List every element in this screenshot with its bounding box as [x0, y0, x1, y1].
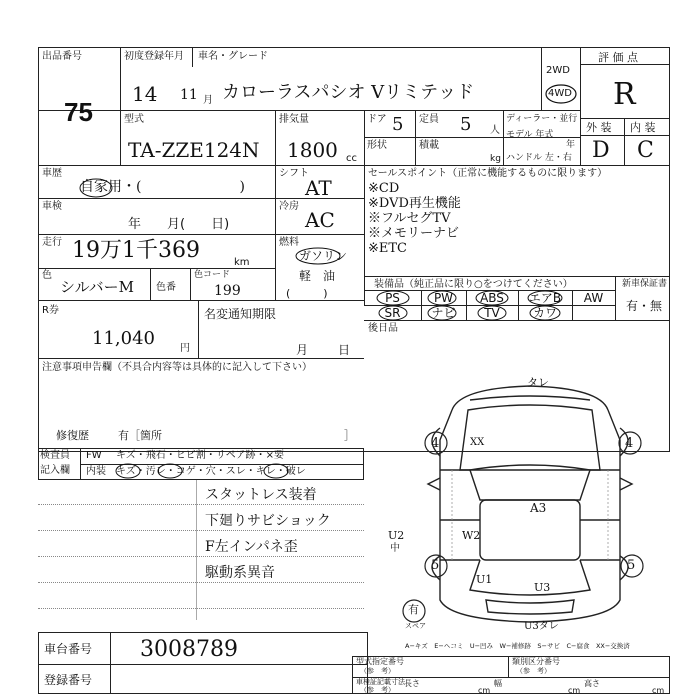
mileage-unit: km: [234, 257, 250, 268]
drive-4wd: 4WD: [548, 88, 572, 99]
history-value: 自家用・( ): [80, 179, 245, 195]
len-label: 長さ: [404, 679, 420, 688]
dims-label: 車検証記載寸法: [356, 678, 405, 686]
category-ref: （参 考）: [516, 667, 551, 675]
car-name-label: 車名・グレード: [198, 51, 268, 62]
capacity-label: 定員: [419, 114, 439, 125]
inspector-note-3: F左インパネ歪: [205, 539, 298, 555]
load-unit: kg: [490, 154, 501, 164]
int-grade: C: [637, 138, 654, 163]
first-reg-label: 初度登録年月: [124, 51, 184, 62]
sale-point-5: ※ETC: [368, 241, 407, 256]
mark-u3: U3: [534, 581, 551, 594]
mark-u1: U1: [476, 573, 493, 586]
type-spec-ref: （参 考）: [360, 667, 395, 675]
model-year-label: モデル 年式: [506, 130, 554, 140]
fw-text: キズ・飛石・ヒビ割・リペア跡・×要: [116, 450, 284, 461]
first-reg-year: 14: [132, 82, 158, 106]
mark-top: タレ: [527, 376, 549, 389]
inspection-value: 年 月( 日): [128, 217, 230, 232]
doors-label: ドア: [367, 114, 387, 125]
recycle-label: R券: [42, 305, 59, 316]
equip-navi: ナビ: [431, 306, 456, 320]
reg-no-label: 登録番号: [44, 673, 93, 687]
ac-label: 冷房: [279, 201, 299, 212]
equip-abs: ABS: [480, 291, 504, 305]
sale-point-2: ※DVD再生機能: [368, 196, 461, 211]
transfer-month-unit: 月: [296, 343, 309, 357]
warranty-value: 有・無: [626, 299, 663, 313]
mileage-label: 走行: [42, 237, 62, 248]
dims-ref: （参 考）: [360, 686, 395, 694]
equip-airbag: エアB: [528, 291, 562, 305]
notes-label: 注意事項申告欄（不具合内容等は具体的に記入して下さい）: [42, 362, 312, 373]
mark-center: A3: [530, 501, 547, 515]
inspector-note-2: 下廻りサビショック: [205, 513, 331, 529]
mark-u2: U2: [388, 529, 405, 542]
mark-u2-sub: 中: [390, 543, 400, 554]
equip-aw: AW: [583, 291, 604, 305]
int-check-text: キズ・汚レ・コゲ・穴・スレ・キレ・破レ: [116, 466, 306, 477]
lot-number: 75: [64, 97, 93, 127]
repair-value: 有［箇所: [118, 429, 162, 442]
doors-value: 5: [392, 114, 404, 135]
shift-value: AT: [305, 176, 332, 200]
sale-point-3: ※フルセグTV: [368, 211, 451, 226]
mark-spare-sub: スペア: [405, 622, 426, 630]
inspector-note-1: スタットレス装着: [205, 487, 317, 503]
displacement-label: 排気量: [279, 114, 309, 125]
capacity-value: 5: [460, 114, 472, 135]
first-reg-month-unit: 月: [203, 95, 213, 106]
mark-right-rear: 5: [627, 558, 636, 573]
fuel-paren: ( ): [286, 287, 328, 300]
model-year-unit: 年: [566, 140, 576, 150]
fuel-label: 燃料: [279, 237, 299, 248]
ext-label: 外 装: [586, 121, 612, 134]
repair-label: 修復歴: [56, 429, 89, 442]
inspector-label-1: 検査員: [40, 450, 70, 461]
mark-w2: W2: [462, 529, 481, 542]
history-label: 車歴: [42, 168, 62, 179]
warranty-label: 新車保証書: [622, 279, 668, 289]
recycle-value: 11,040: [92, 328, 155, 349]
shape-label: 形状: [367, 140, 387, 151]
int-check-label: 内装: [86, 466, 106, 477]
car-name-value: カローラスパシオ Vリミテッド: [222, 82, 475, 103]
equip-tv: TV: [484, 306, 500, 320]
color-number-label: 色番: [156, 282, 176, 293]
chassis-value: 3008789: [140, 637, 238, 662]
width-label: 幅: [494, 679, 502, 688]
sale-point-1: ※CD: [368, 181, 400, 196]
equip-pw: PW: [433, 291, 454, 305]
lot-label: 出品番号: [42, 51, 82, 62]
fuel-gasoline: ガソリン: [299, 249, 348, 263]
inspection-label: 車検: [42, 201, 62, 212]
handle-label: ハンドル 左・右: [506, 153, 572, 163]
color-code-value: 199: [214, 283, 241, 299]
mark-right-front: 4: [625, 436, 634, 451]
model-label: 型式: [124, 114, 144, 125]
mark-xx: XX: [470, 437, 485, 448]
transfer-label: 名変通知期限: [204, 307, 277, 321]
len-unit: cm: [478, 686, 491, 695]
sale-points-label: セールスポイント（正常に機能するものに限ります）: [368, 168, 608, 179]
height-unit: cm: [652, 686, 665, 695]
color-code-label: 色コード: [194, 270, 231, 280]
type-spec-label: 型式指定番号: [356, 657, 404, 666]
model-value: TA-ZZE124N: [128, 138, 260, 162]
rear-seat-label: 後日品: [368, 323, 398, 334]
sale-point-4: ※メモリーナビ: [368, 226, 460, 241]
drive-2wd: 2WD: [546, 65, 570, 76]
dealer-label: ディーラー・並行: [506, 114, 578, 124]
color-label: 色: [42, 270, 52, 281]
first-reg-month: 11: [180, 87, 198, 103]
mileage-value: 19万1千369: [72, 238, 200, 263]
damage-legend: A−キズ E−ヘコミ U−凹み W−補修跡 S−サビ C−腐食 XX−交換済: [405, 642, 630, 650]
int-label: 内 装: [630, 121, 656, 134]
mark-left-front: 4: [431, 436, 440, 451]
capacity-unit: 人: [490, 125, 500, 136]
mark-spare: 有: [408, 603, 419, 616]
height-label: 高さ: [584, 679, 600, 688]
chassis-label: 車台番号: [44, 642, 93, 656]
transfer-day-unit: 日: [338, 343, 351, 357]
repair-close: ］: [344, 429, 355, 442]
displacement-value: 1800: [287, 138, 338, 162]
equip-sr: SR: [384, 306, 401, 320]
width-unit: cm: [568, 686, 581, 695]
shift-label: シフト: [279, 168, 309, 179]
inspector-label-2: 記入欄: [40, 465, 70, 476]
inspector-note-4: 駆動系異音: [205, 565, 275, 581]
equip-ps: PS: [385, 291, 400, 305]
fw-label: FW: [86, 450, 102, 461]
equipment-label: 装備品（純正品に限り○をつけてください）: [374, 279, 573, 290]
load-label: 積載: [419, 140, 439, 151]
mark-bottom: U3タレ: [524, 621, 559, 632]
mark-left-rear: 5: [431, 558, 440, 573]
color-value: シルバーM: [60, 278, 134, 296]
category-label: 類別区分番号: [512, 657, 560, 666]
fuel-diesel: 軽 油: [299, 269, 336, 283]
ext-grade: D: [592, 138, 610, 163]
grade-score: R: [613, 77, 636, 112]
displacement-unit: cc: [346, 153, 357, 164]
recycle-unit: 円: [180, 343, 190, 354]
equip-leather: カワ: [532, 306, 557, 320]
ac-value: AC: [305, 208, 335, 232]
grade-label: 評 価 点: [598, 51, 638, 64]
